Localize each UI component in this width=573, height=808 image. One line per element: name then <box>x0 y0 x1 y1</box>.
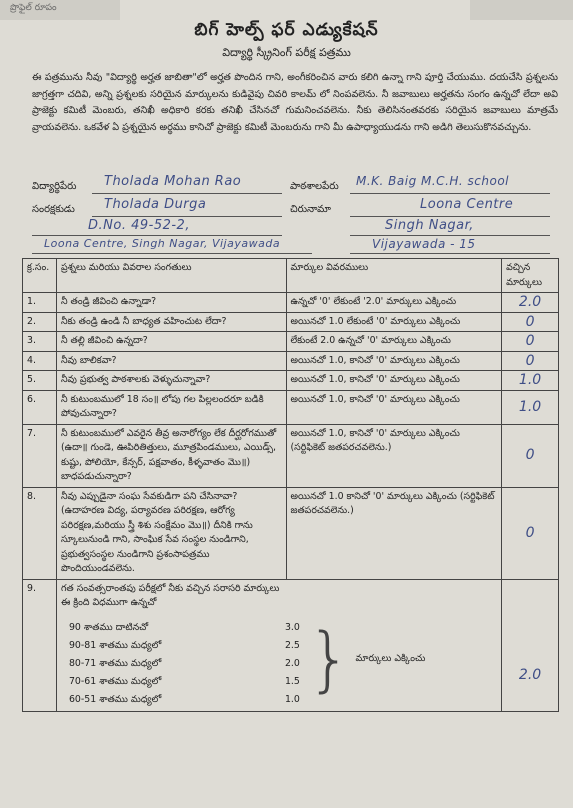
table-row <box>23 312 559 332</box>
row-marks-rule: అయినచో 1.0, కానిచో '0' మార్కులు ఎక్కించు (సర్టిఫికెట్ జతపరచవలెను.) <box>286 424 502 487</box>
row-score[interactable]: 0 <box>502 332 559 352</box>
student-name[interactable]: Tholada Mohan Rao <box>104 174 242 189</box>
range-mark: 1.5 <box>284 675 300 687</box>
screening-table <box>22 258 559 712</box>
row-number: 3. <box>23 332 57 352</box>
school-label: పాఠశాలపేరు <box>290 181 339 192</box>
row-marks-rule: లేకుంటే 2.0 ఉన్నచో '0' మార్కులు ఎక్కించు <box>286 332 502 352</box>
row-score[interactable]: 2.0 <box>502 579 559 711</box>
range-labels <box>61 619 285 709</box>
row-score[interactable]: 0 <box>502 487 559 579</box>
right-brace-icon: } <box>306 617 352 700</box>
parent-label: సంరక్షకుడు <box>32 204 75 215</box>
table-row <box>23 371 559 391</box>
row-score[interactable]: 1.0 <box>502 371 559 391</box>
row-score[interactable]: 0 <box>502 424 559 487</box>
instructions-paragraph: ఈ పత్రమును నీవు "విద్యార్థి అర్హత జాబితా"లో అర్హత పొందిన గాని, అంగీకరించిన వారు కలిగి ఉన్నా గాని పూర్తి చేయుము. దయచేసి ప్రశ్నలను జాగ్రత్తగా చదివి, అన్ని ప్రశ్నలకు సరియైన మార్కులను కుడివైపు చివరి కాలమ్ లో నింపవలెను. నీ జవాబులు అర్హతను సంగం ఉన్నచో లేదా అవి ప్రాజెక్టు కమిటీ మెంబరు, తనిఖీ అధికారి కరకు తనిఖీ చేసినచో గుమనించవలెను. నీకు తెలిసినంతవరకు సరియైన జవాబులు మాత్రమే వ్రాయవలెను. ఒకవేళ ఏ ప్రశ్నయైన అర్థము కానిచో ప్రాజెక్టు కమిటీ మెంబరును గాని మీ ఉపాధ్యాయుడను గాని అడిగి తెలుసుకొనవచ్చును. <box>32 72 558 133</box>
range-label: 70-61 శాతము మధ్యలో <box>68 675 162 687</box>
range-mark: 2.0 <box>284 657 300 669</box>
row-marks-rule: ఉన్నచో '0' లేకుంటే '2.0' మార్కులు ఎక్కించు <box>286 293 502 313</box>
row-score[interactable]: 0 <box>502 351 559 371</box>
row-marks-rule: అయినచో 1.0, కానిచో '0' మార్కులు ఎక్కించు <box>286 371 502 391</box>
row-number: 5. <box>23 371 57 391</box>
row-marks-rule: అయినచో 1.0, కానిచో '0' మార్కులు ఎక్కించు <box>286 351 502 371</box>
row-question: నీ కుటుంబములో 18 సం॥ లోపు గల పిల్లలందరూ బడికి పోవుచున్నారా? <box>56 390 286 424</box>
address-area[interactable]: Loona Centre <box>420 197 514 212</box>
range-marks <box>285 619 305 709</box>
row-number: 7. <box>23 424 57 487</box>
row-score[interactable]: 1.0 <box>502 390 559 424</box>
door-number[interactable]: D.No. 49-52-2, <box>88 218 190 233</box>
row-question: గత సంవత్సరాంతపు పరీక్షలో నీకు వచ్చిన సరాసరి మార్కులు ఈ క్రింది విధముగా ఉన్నచో <box>60 582 280 608</box>
col-header-sno: క్ర.సం. <box>23 259 57 293</box>
row-number: 4. <box>23 351 57 371</box>
table-row <box>23 390 559 424</box>
range-label: 60-51 శాతము మధ్యలో <box>68 693 162 705</box>
range-mark: 2.5 <box>284 639 300 651</box>
parent-name[interactable]: Tholada Durga <box>104 197 207 212</box>
city[interactable]: Vijayawada - 15 <box>372 237 476 251</box>
row-marks-rule: అయినచో 1.0 కానిచో '0' మార్కులు ఎక్కించు (సర్టిఫికెట్ జతపరచవలెను.) <box>286 487 502 579</box>
corner-stamp-text: ప్రొఫైల్ రూపం <box>10 3 57 13</box>
name-underline <box>92 193 282 194</box>
form-subtitle: విద్యార్థి స్క్రీనింగ్ పరీక్ష పత్రము <box>222 46 351 59</box>
row-number: 1. <box>23 293 57 313</box>
row-marks-rule: అయినచో 1.0 లేకుంటే '0' మార్కులు ఎక్కించు <box>286 312 502 332</box>
range-label: 90-81 శాతము మధ్యలో <box>68 639 162 651</box>
school-underline <box>350 193 550 194</box>
row-marks-rule: అయినచో 1.0, కానిచో '0' మార్కులు ఎక్కించు <box>286 390 502 424</box>
row-question: నీ తల్లి జీవించి ఉన్నదా? <box>56 332 286 352</box>
percentage-ranges <box>61 619 497 709</box>
col-header-marks-obtained: వచ్చిన మార్కులు <box>502 259 559 293</box>
door-underline <box>32 235 282 236</box>
range-mark: 3.0 <box>284 621 300 633</box>
row-number: 2. <box>23 312 57 332</box>
table-row <box>23 487 559 579</box>
parent-underline <box>92 216 282 217</box>
row-question: నీ కుటుంబములో ఎవరైన తీవ్ర అనారోగ్యం లేక దీర్ఘరోగముతో (ఉదా॥ గుండె, ఊపిరితిత్తులు, మూత్రపిండములు, ఎయిడ్స్, కుష్టు, పోలియో, కేన్సర్, పక్షవాతం, కీళ్ళవాతం మొ॥) బాధపడుచున్నారా? <box>56 424 286 487</box>
city-underline <box>350 253 550 254</box>
row-question: నీవు ప్రభుత్వ పాఠశాలకు వెళ్ళుచున్నావా? <box>56 371 286 391</box>
locality[interactable]: Loona Centre, Singh Nagar, Vijayawada <box>44 237 281 250</box>
row-question: నీకు తండ్రి ఉండి నీ బాధ్యత వహించుట లేదా? <box>56 312 286 332</box>
range-label: 90 శాతము దాటినచో <box>68 621 149 633</box>
range-note: మార్కులు ఎక్కించు <box>355 652 426 664</box>
name-label: విద్యార్థిపేరు <box>32 181 77 192</box>
row-number: 9. <box>23 579 57 711</box>
table-header-row <box>23 259 559 293</box>
address-underline <box>350 216 550 217</box>
table-row <box>23 332 559 352</box>
col-header-marks-info: మార్కుల వివరములు <box>286 259 502 293</box>
top-right-scan-strip <box>470 0 573 20</box>
row-score[interactable]: 0 <box>502 312 559 332</box>
row-question: నీవు బాలికవా? <box>56 351 286 371</box>
table-row <box>23 424 559 487</box>
table-row <box>23 579 559 711</box>
row-question: నీవు ఎప్పుడైనా సంఘ సేవకుడిగా పని చేసినావా? (ఉదాహరణ విద్య, పర్యావరణ పరిరక్షణ, ఆరోగ్య పరిరక్షణ,మరియు స్త్రీ శిశు సంక్షేమం మొ॥) దీనికి గాను స్కూలునుండి గాని, సాంఘిక సేవ సంస్థల నుండిగాని, ప్రభుత్వసంస్థల నుండిగాని ప్రశంసాపత్రము పొందియుండవలెను. <box>56 487 286 579</box>
form-title: బిగ్ హెల్ప్ ఫర్ ఎడ్యుకేషన్ <box>194 20 379 40</box>
row-number: 6. <box>23 390 57 424</box>
school-name[interactable]: M.K. Baig M.C.H. school <box>356 174 510 188</box>
range-mark: 1.0 <box>284 693 300 705</box>
locality-underline <box>32 253 312 254</box>
row-question-with-ranges <box>56 579 501 711</box>
street-underline <box>350 235 550 236</box>
row-score[interactable]: 2.0 <box>502 293 559 313</box>
table-row <box>23 351 559 371</box>
street-name[interactable]: Singh Nagar, <box>385 218 474 233</box>
col-header-question: ప్రశ్నలు మరియు వివరాల సంగతులు <box>56 259 286 293</box>
address-label: చిరునామా <box>290 204 331 215</box>
row-question: నీ తండ్రి జీవించి ఉన్నాడా? <box>56 293 286 313</box>
table-row <box>23 293 559 313</box>
row-number: 8. <box>23 487 57 579</box>
range-label: 80-71 శాతము మధ్యలో <box>68 657 162 669</box>
